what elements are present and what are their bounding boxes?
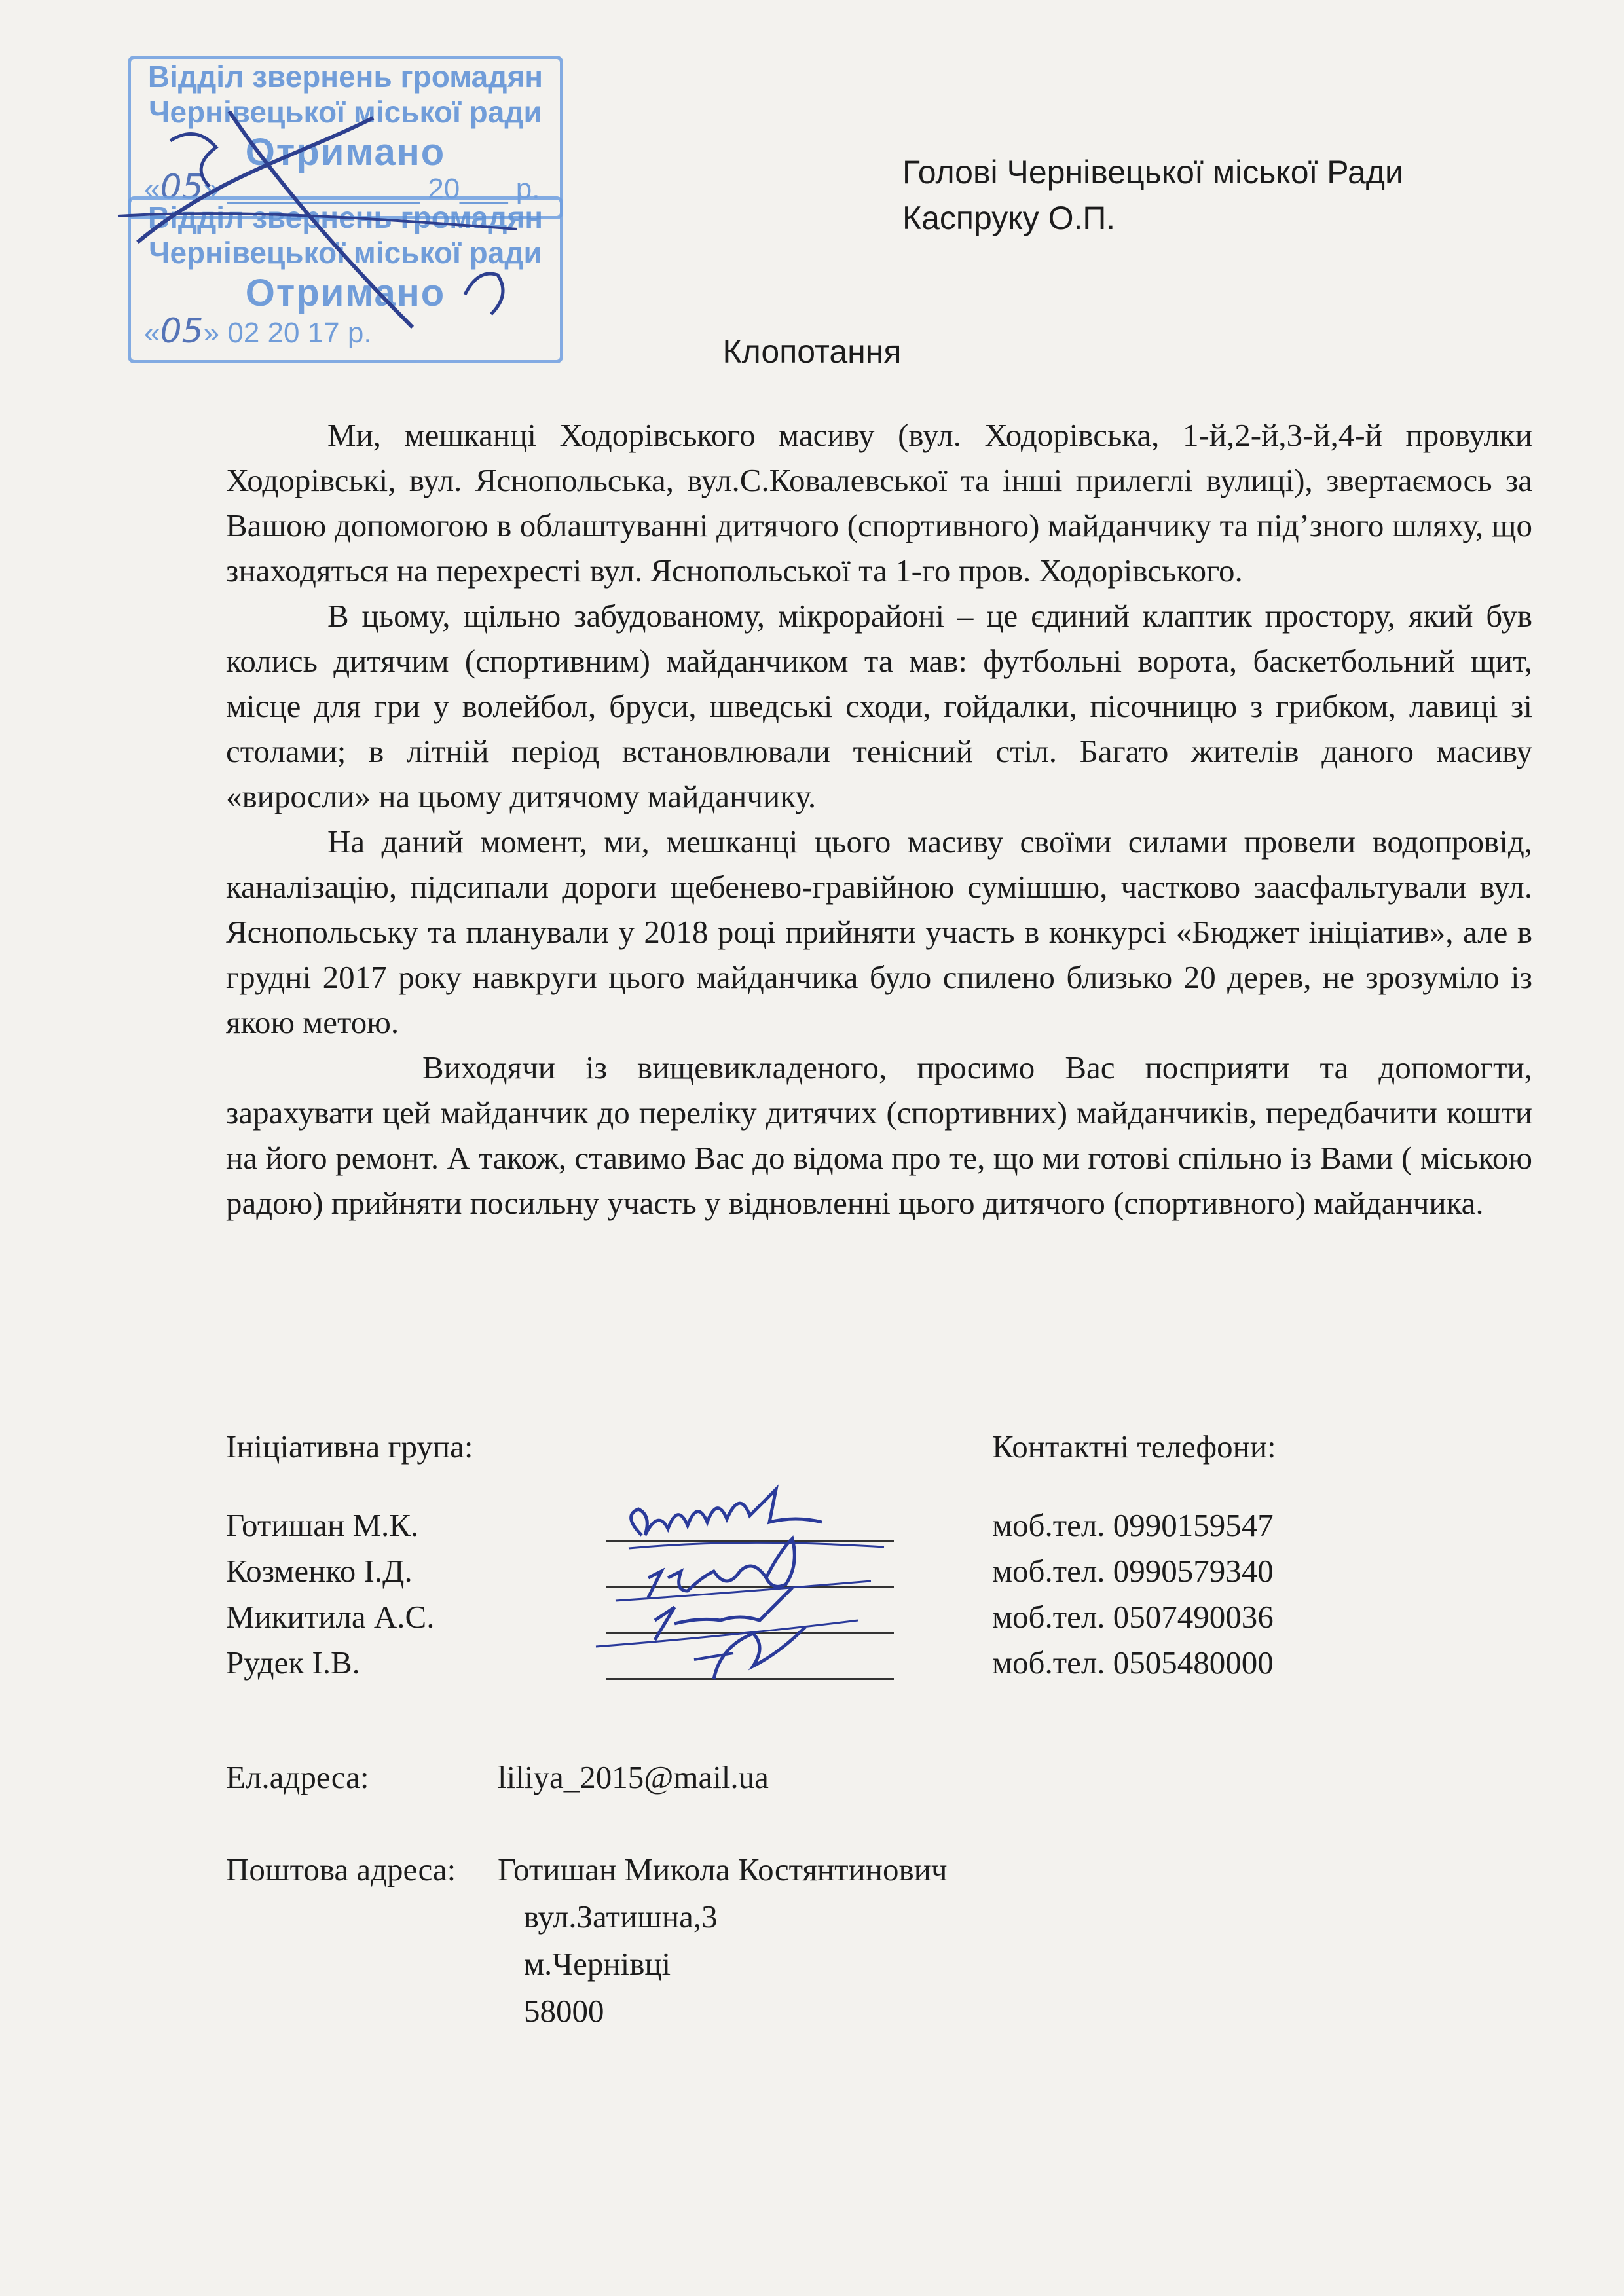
stamp-date: «05» ____________ 20___ р. [144,168,540,207]
stamp-date-day: 05 [160,168,204,207]
addressee-name: Каспруку О.П. [902,200,1116,236]
member-phone: моб.тел. 0990159547 [992,1507,1274,1543]
stamp-received: Отримано [245,272,446,314]
document-title: Клопотання [722,333,902,370]
paragraph-4: Виходячи із вищевикладеного, просимо Вас посприяти та допомогти, зарахувати цей майданчик до переліку дитячих (спортивних) майданчиків, передбачити кошти на його ремонт. А також, ставимо Вас до відома про те, що ми готові спільно із Вами ( міською радою) прийняти посильну участь у відновленні цього дитячого (спортивного) майданчика. [226,1049,1532,1221]
stamp-council: Чернівецької міської ради [149,95,542,129]
postal-street: вул.Затишна,3 [524,1899,718,1935]
member-phone: моб.тел. 0990579340 [992,1553,1274,1589]
email-address: liliya_2015@mail.ua [498,1759,769,1795]
email-label: Ел.адреса: [226,1759,369,1795]
postal-label: Поштова адреса: [226,1851,456,1887]
member-name: Козменко І.Д. [226,1553,413,1589]
petition-body [226,412,1532,1226]
paragraph-2: В цьому, щільно забудованому, мікрорайоні – це єдиний клаптик простору, який був колись дитячим (спортивним) майданчиком та мав: футбольні ворота, баскетбольний щит, місце для гри у волейбол, бруси, шведські сходи, гойдалки, пісочницю з грибком, лавиці зі столами; в літній період встановлювали тенісний стіл. Багато жителів даного масиву «виросли» на цьому дитячому майданчику. [226,598,1532,814]
stamp-council: Чернівецької міської ради [149,236,542,270]
addressee-block [902,149,1403,241]
stamp-department: Відділ звернень громадян [147,60,544,94]
member-name: Микитила А.С. [226,1599,435,1635]
postal-zip: 58000 [524,1993,604,2029]
stamp-received: Отримано [245,131,446,173]
member-phone: моб.тел. 0505480000 [992,1645,1274,1681]
stamp-department: Відділ звернень громадян [147,200,544,234]
stamp-date-day: 05 [160,312,204,351]
contact-phones-label: Контактні телефони: [992,1429,1276,1465]
paragraph-3: На даний момент, ми, мешканці цього масиву своїми силами провели водопровід, каналізацію, підсипали дороги щебенево-гравійною сумішшю, частково заасфальтували вул. Яснопольську та планували у 2018 році прийняти участь в конкурсі «Бюджет ініціатив», але в грудні 2017 року навкруги цього майданчика було спилено близько 20 дерев, не зрозуміло із якою метою. [226,824,1532,1040]
paragraph-1: Ми, мешканці Ходорівського масиву (вул. Ходорівська, 1-й,2-й,3-й,4-й провулки Ходорівські, вул. Яснопольська, вул.С.Ковалевської та інші прилеглі вулиці), звертаємось за Вашою допомогою в облаштуванні дитячого (спортивного) майданчику та під’зного шляху, що знаходяться на перехресті вул. Яснопольської та 1-го пров. Ходорівського. [226,417,1532,589]
member-name: Рудек І.В. [226,1645,360,1681]
stamp-strike-marks [98,79,570,354]
addressee-position: Голові Чернівецької міської Ради [902,154,1403,191]
initiative-group-label: Ініціативна група: [226,1429,473,1465]
postal-city: м.Чернівці [524,1946,671,1982]
postal-lines [498,1846,947,2035]
stamp-date: «05» 02 20 17 р. [144,312,372,351]
member-name: Готишан М.К. [226,1507,419,1543]
member-phone: моб.тел. 0507490036 [992,1599,1274,1635]
handwritten-signatures [583,1463,897,1699]
postal-recipient: Готишан Микола Костянтинович [498,1851,948,1887]
